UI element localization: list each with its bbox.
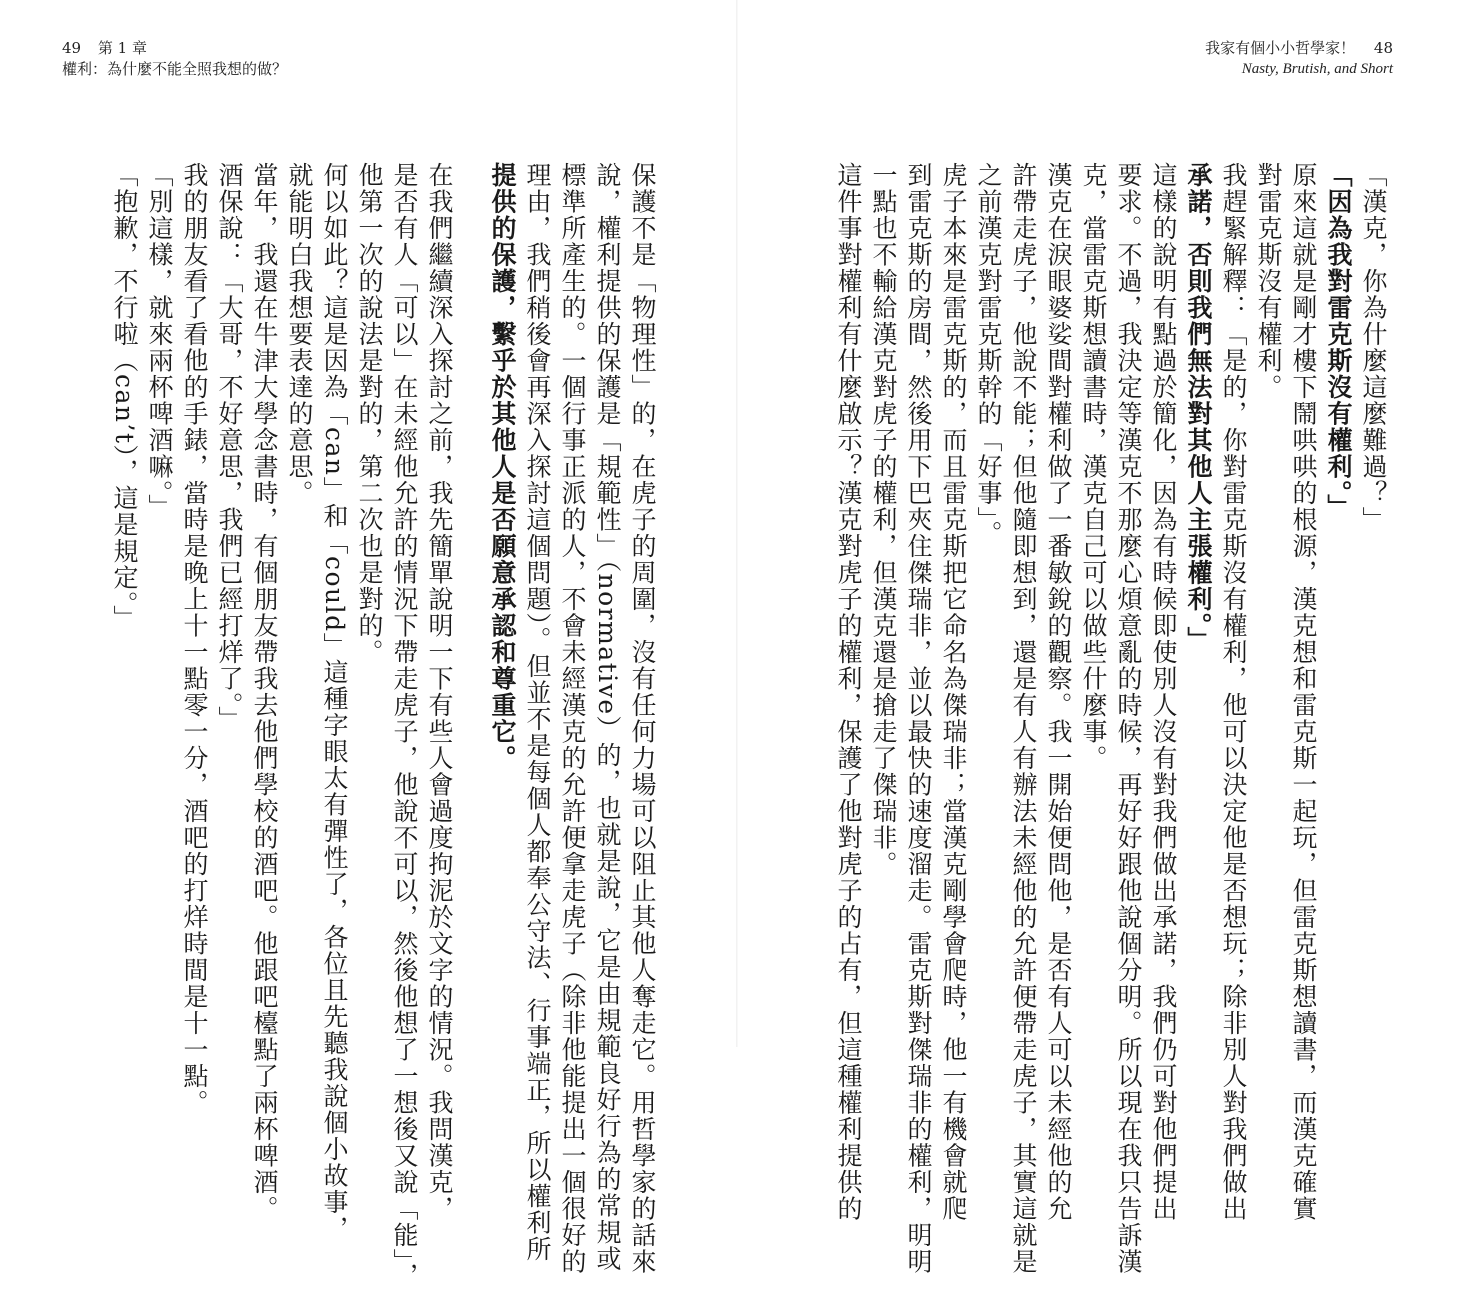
text-column: 我趕緊解釋：「是的，你對雷克斯沒有權利，他可以決定他是否想玩；除非別人對我們做出: [1219, 162, 1248, 1222]
page-gutter: [736, 0, 738, 1047]
text-column: 我的朋友看了看他的手錶，當時是晚上十一點零一分，酒吧的打烊時間是十一點。: [180, 162, 209, 1116]
text-column: 當年，我還在牛津大學念書時，有個朋友帶我去他們學校的酒吧。他跟吧檯點了兩杯啤酒。: [250, 162, 279, 1222]
text-column: 保護不是「物理性」的，在虎子的周圍，沒有任何力場可以阻止其他人奪走它。用哲學家的話來: [628, 162, 657, 1275]
text-column: 漢克在淚眼婆娑間對權利做了一番敏銳的觀察。我一開始便問他，是否有人可以未經他的允: [1044, 162, 1073, 1222]
text-column: 理由，我們稍後會再深入探討這個問題）。但並不是每個人都奉公守法、行事端正，所以權利所: [523, 162, 552, 1263]
text-column: 許帶走虎子，他說不能；但他隨即想到，還是有人有辦法未經他的允許便帶走虎子，其實這就是: [1009, 162, 1038, 1275]
right-page-number: 48: [1373, 39, 1393, 57]
text-column: 酒保說：「大哥，不好意思，我們已經打烊了。」: [215, 162, 244, 733]
text-column: 提供的保護，繫乎於其他人是否願意承認和尊重它。: [488, 162, 517, 772]
text-column: 何以如此？這是因為「can」和「could」這種字眼太有彈性了，各位且先聽我說個小故事，: [320, 162, 349, 1243]
chapter-title: 權利：為什麼不能全照我想的做？: [62, 60, 288, 78]
text-column: 對雷克斯沒有權利。: [1254, 162, 1283, 401]
text-column: 「漢克，你為什麼這麼難過？」: [1359, 162, 1388, 533]
text-column: 「因為我對雷克斯沒有權利。」: [1324, 162, 1353, 521]
text-column: 到雷克斯的房間，然後用下巴夾住傑瑞非，並以最快的速度溜走。雷克斯對傑瑞非的權利，明明: [904, 162, 933, 1275]
text-column: 「抱歉，不行啦（can’t），這是規定。」: [110, 162, 139, 632]
text-column: 他第一次的說法是對的，第二次也是對的。: [355, 162, 384, 666]
text-column: 原來這就是剛才樓下鬧哄哄的根源，漢克想和雷克斯一起玩，但雷克斯想讀書，而漢克確實: [1289, 162, 1318, 1222]
left-page-body: [86, 162, 660, 1289]
text-column: 「別這樣，就來兩杯啤酒嘛。」: [145, 162, 174, 521]
right-page-header: [1205, 38, 1393, 80]
chapter-label: 第 1 章: [97, 39, 147, 57]
text-column: 一點也不輸給漢克對虎子的權利，但漢克還是搶走了傑瑞非。: [869, 162, 898, 878]
text-column: 在我們繼續深入探討之前，我先簡單說明一下有些人會過度拘泥於文字的情況。我問漢克，: [425, 162, 454, 1222]
book-title: 我家有個小小哲學家！: [1205, 39, 1356, 57]
text-column: 這樣的說明有點過於簡化，因為有時候即使別人沒有對我們做出承諾，我們仍可對他們提出: [1149, 162, 1178, 1222]
book-subtitle: Nasty, Brutish, and Short: [1241, 61, 1393, 77]
text-column: 這件事對權利有什麼啟示？漢克對虎子的權利，保護了他對虎子的占有，但這種權利提供的: [834, 162, 863, 1222]
text-column: 承諾，否則我們無法對其他人主張權利。」: [1184, 162, 1213, 653]
text-column: 之前漢克對雷克斯幹的「好事」。: [974, 162, 1003, 547]
text-column: 要求。不過，我決定等漢克不那麼心煩意亂的時候，再好好跟他說個分明。所以現在我只告訴漢: [1114, 162, 1143, 1275]
right-page-body: [765, 162, 1391, 1275]
left-page-header: [62, 38, 287, 80]
text-column: 標準所產生的。一個行事正派的人，不會未經漢克的允許便拿走虎子（除非他能提出一個很好的: [558, 162, 587, 1275]
left-page-number: 49: [62, 39, 82, 57]
text-column: 是否有人「可以」在未經他允許的情況下帶走虎子，他說不可以，然後他想了一想後又說「能」，: [390, 162, 419, 1289]
text-column: 說，權利提供的保護是「規範性」（normative）的，也就是說，它是由規範良好行為的常規或: [593, 162, 622, 1273]
text-column: 克，當雷克斯想讀書時，漢克自己可以做些什麼事。: [1079, 162, 1108, 772]
text-column: 虎子本來是雷克斯的，而且雷克斯把它命名為傑瑞非；當漢克剛學會爬時，他一有機會就爬: [939, 162, 968, 1222]
text-column: 就能明白我想要表達的意思。: [285, 162, 314, 507]
